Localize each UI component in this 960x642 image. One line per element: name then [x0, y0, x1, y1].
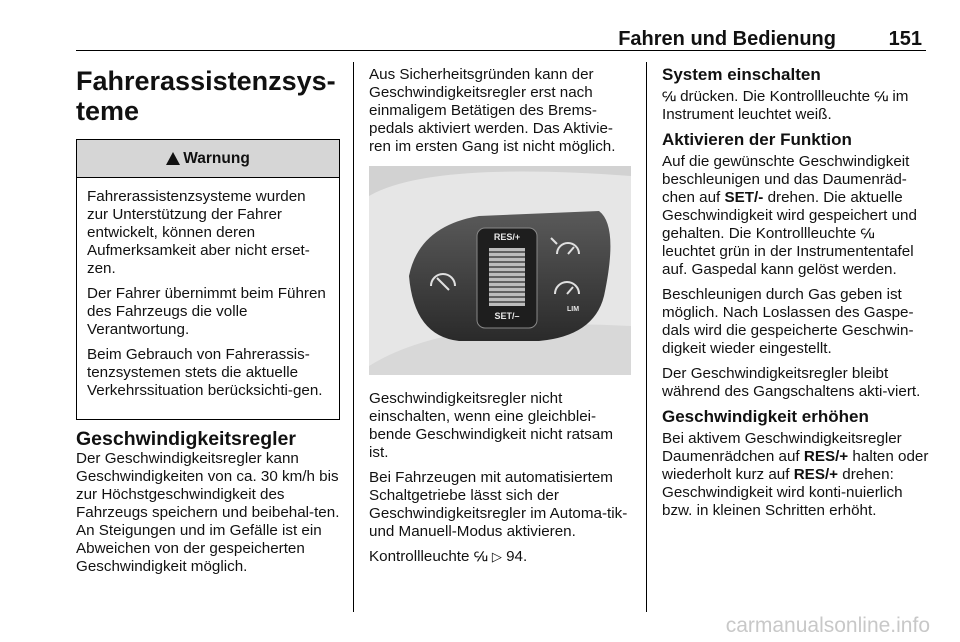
warning-header [77, 140, 339, 178]
body-paragraph [662, 430, 930, 520]
p3-prefix: Kontrollleuchte [369, 548, 470, 565]
column-divider [646, 62, 647, 612]
cruise-control-icon: ℆ [662, 89, 676, 104]
cruise-control-icon: ℆ [874, 89, 889, 104]
warning-box [76, 139, 340, 420]
thumbwheel [489, 248, 525, 306]
text-run: im Instrument leuchtet weiß. [662, 88, 909, 123]
text-run: Bei aktivem Geschwindigkeitsregler Daumenrädchen auf [662, 430, 902, 465]
ref-arrow-icon: ▷ [491, 549, 502, 564]
body-paragraph: Bei Fahrzeugen mit automatisiertem Schaltgetriebe lässt sich der Geschwindigkeitsregler im Automa-tik- und Manuell-Modus aktivieren. [369, 469, 628, 540]
res-plus-label: RES/+ [803, 448, 849, 465]
res-label: RES/+ [493, 232, 521, 242]
warning-paragraph: Beim Gebrauch von Fahrerassis-tenzsystemen stets die aktuelle Verkehrssituation berücksichti-gen. [87, 346, 323, 399]
cruise-control-buttons-figure [369, 166, 631, 375]
heading-increase: Geschwindigkeit erhöhen [662, 407, 869, 426]
steering-wheel-controls-illustration [369, 166, 631, 375]
heading-activate: Aktivieren der Funktion [662, 130, 852, 149]
chapter-title: Fahrerassistenzsys- teme [76, 66, 336, 126]
lim-label: LIM [566, 306, 580, 313]
text-run: leuchtet grün in der Instrumententafel auf. Gaspedal kann gelöst werden. [662, 243, 914, 278]
body-paragraph: Beschleunigen durch Gas geben ist möglich. Nach Loslassen des Gaspe-dals wird die gespeicherte Geschwin-digkeit wieder eingestellt. [662, 286, 914, 357]
set-label: SET/– [494, 311, 520, 321]
header-title: Fahren und Bedienung [618, 28, 836, 50]
header-rule [76, 50, 926, 51]
warning-title: Warnung [183, 149, 250, 167]
column-divider [353, 62, 354, 612]
body-paragraph: Geschwindigkeitsregler nicht einschalten, wenn eine gleichblei-bende Geschwindigkeit nicht ratsam ist. [369, 390, 613, 461]
section-cruise-control [76, 430, 340, 583]
text-run: halten oder wiederholt kurz auf [662, 448, 929, 483]
cruise-control-icon: ℆ [473, 549, 488, 564]
warning-body [77, 178, 339, 400]
body-paragraph [369, 548, 634, 566]
heading-system-on: System einschalten [662, 65, 821, 84]
body-paragraph: Der Geschwindigkeitsregler kann Geschwindigkeiten von ca. 30 km/h bis zur Höchstgeschwindigkeit des Fahrzeugs speichern und beibehal-ten. An Steigungen und im Gefälle ist ein Abweichen von der gespeicherten Geschwindigkeit möglich. [76, 450, 340, 575]
body-paragraph: Aus Sicherheitsgründen kann der Geschwindigkeitsregler erst nach einmaligem Betätigen des Brems-pedals aktiviert werden. Das Aktivie-ren im ersten Gang ist nicht möglich. [369, 66, 616, 155]
column-2 [369, 66, 634, 163]
text-run: drehen: Geschwindigkeit wird konti-nuierlich bzw. in kleinen Schritten erhöht. [662, 466, 903, 519]
res-plus-label: RES/+ [793, 466, 839, 483]
text-run: drehen. Die aktuelle Geschwindigkeit wird gespeichert und gehalten. Die Kontrollleuchte [662, 189, 917, 242]
page-number: 151 [888, 28, 922, 50]
p3-ref: 94. [506, 548, 528, 565]
text-run: Auf die gewünschte Geschwindigkeit beschleunigen und das Daumenräd-chen auf [662, 153, 910, 206]
section-heading: Geschwindigkeitsregler [76, 428, 296, 450]
body-paragraph [662, 153, 930, 279]
warning-paragraph: Fahrerassistenzsysteme wurden zur Unterstützung der Fahrer entwickelt, können deren Aufmerksamkeit aber nicht erset-zen. [87, 188, 310, 277]
column-1 [76, 66, 340, 126]
text-run: drücken. Die Kontrollleuchte [680, 88, 871, 105]
column-3 [662, 66, 930, 527]
warning-paragraph: Der Fahrer übernimmt beim Führen des Fahrzeugs die volle Verantwortung. [87, 285, 326, 338]
cruise-control-icon: ℆ [860, 226, 875, 241]
column-2-lower [369, 390, 634, 573]
set-minus-label: SET/- [724, 189, 764, 206]
body-paragraph [662, 88, 930, 124]
body-paragraph: Der Geschwindigkeitsregler bleibt während des Gangschaltens akti-viert. [662, 365, 921, 400]
watermark: carmanualsonline.info [725, 614, 930, 637]
warning-icon [166, 152, 180, 165]
